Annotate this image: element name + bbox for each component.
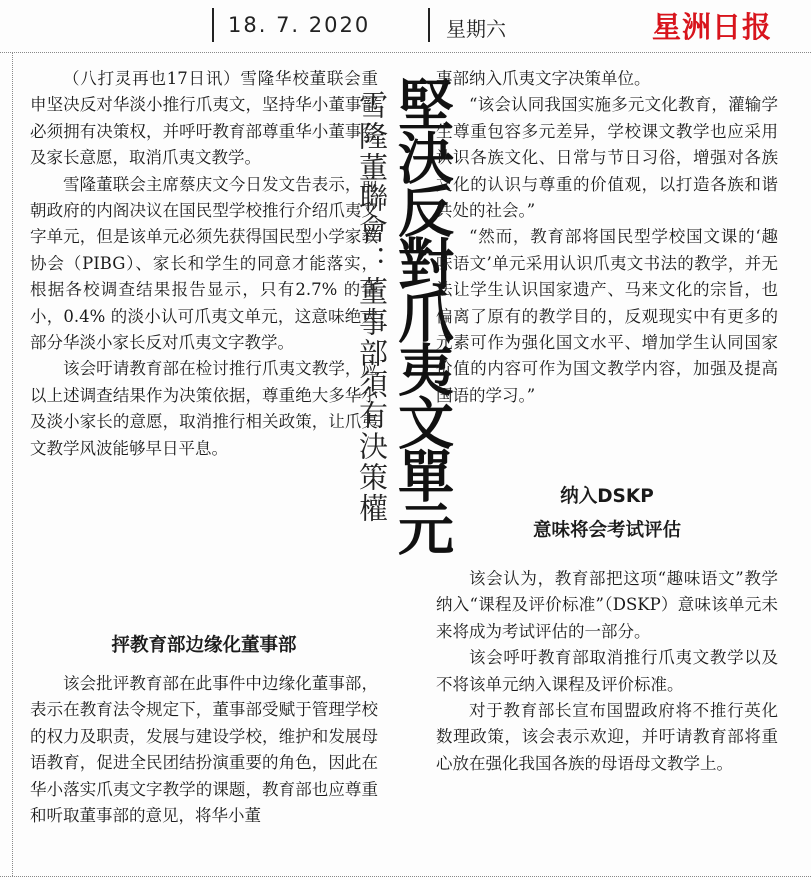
kicker-subtitle: 雪隆董聯會：董事部須有決策權 — [355, 90, 389, 524]
newspaper-logo: 星洲日报 — [652, 10, 773, 44]
article-left-column — [30, 66, 378, 462]
article-right-column — [436, 66, 778, 409]
subhead-line: 纳入DSKP — [560, 486, 654, 507]
section-subhead: 抨教育部边缘化董事部 — [111, 635, 297, 656]
masthead-divider — [212, 8, 214, 42]
body-paragraph: 该会认为，教育部把这项“趣味语文”教学纳入“课程及评价标准”（DSKP）意味该单元未来将成为考试评估的一部分。 — [436, 569, 778, 641]
issue-date: 18. 7. 2020 — [228, 13, 371, 37]
body-paragraph: “该会认同我国实施多元文化教育，灌输学生尊重包容多元差异，学校课文教学也应采用认识各族文化、日常与节日习俗，增强对各族文化的认识与尊重的价值观，以打造各族和谐共处的社会。” — [436, 95, 778, 221]
body-paragraph: 该会呼吁教育部取消推行爪夷文教学以及不将该单元纳入课程及评价标准。 — [436, 648, 778, 694]
masthead — [0, 0, 811, 52]
bottom-rule — [0, 876, 811, 877]
subhead-line: 意味将会考试评估 — [532, 520, 681, 541]
masthead-divider — [428, 8, 430, 42]
body-continuation: 事部纳入爪夷文字决策单位。 — [436, 69, 651, 88]
headline: 堅決反對爪夷文單元 — [389, 76, 454, 553]
article-right-column-2 — [436, 566, 778, 777]
left-rule — [12, 52, 13, 876]
section-subhead-dskp — [436, 480, 778, 548]
body-paragraph: 该会批评教育部在此事件中边缘化董事部，表示在教育法令规定下，董事部受赋于管理学校的权力及职责，发展与建设学校，维护和发展母语教育，促进全民团结扮演重要的角色，因此在华小落实爪夷文字教学的课题，教育部也应尊重和听取董事部的意见，将华小董 — [30, 674, 378, 826]
body-paragraph: 雪隆董联会主席蔡庆文今日发文告表示，前朝政府的内阁决议在国民型学校推行介绍爪夷文字单元，但是该单元必须先获得国民型小学家教协会（PIBG）、家长和学生的同意才能落实，根据各校调查结果报告显示，只有2.7% 的华小，0.4% 的淡小认可爪夷文单元，这意味绝大部分华淡小家长反对爪夷文字教学。 — [30, 174, 378, 353]
body-paragraph: 对于教育部长宣布国盟政府将不推行英化数理政策，该会表示欢迎，并吁请教育部将重心放在强化我国各族的母语母文教学上。 — [436, 701, 778, 773]
article-left-column-2 — [30, 671, 378, 829]
top-rule — [0, 52, 811, 53]
body-paragraph: 该会吁请教育部在检讨推行爪夷文教学，应以上述调查结果作为决策依据，尊重绝大多华小及淡小家长的意愿，取消推行相关政策，让爪夷文教学风波能够早日平息。 — [30, 359, 378, 458]
issue-weekday: 星期六 — [446, 17, 506, 41]
body-paragraph: “然而，教育部将国民型学校国文课的‘趣味语文’单元采用认识爪夷文书法的教学，并无法让学生认识国家遗产、马来文化的宗旨，也偏离了原有的教学目的，反观现实中有更多的元素可作为强化国文水平、增加学生认同国家价值的内容可作为国文教学内容，加强及提高国语的学习。” — [436, 227, 778, 405]
body-paragraph: （八打灵再也17日讯）雪隆华校董联会重申坚决反对华淡小推行爪夷文，坚持华小董事部必须拥有决策权，并呼吁教育部尊重华小董事会及家长意愿，取消爪夷文教学。 — [30, 69, 378, 168]
